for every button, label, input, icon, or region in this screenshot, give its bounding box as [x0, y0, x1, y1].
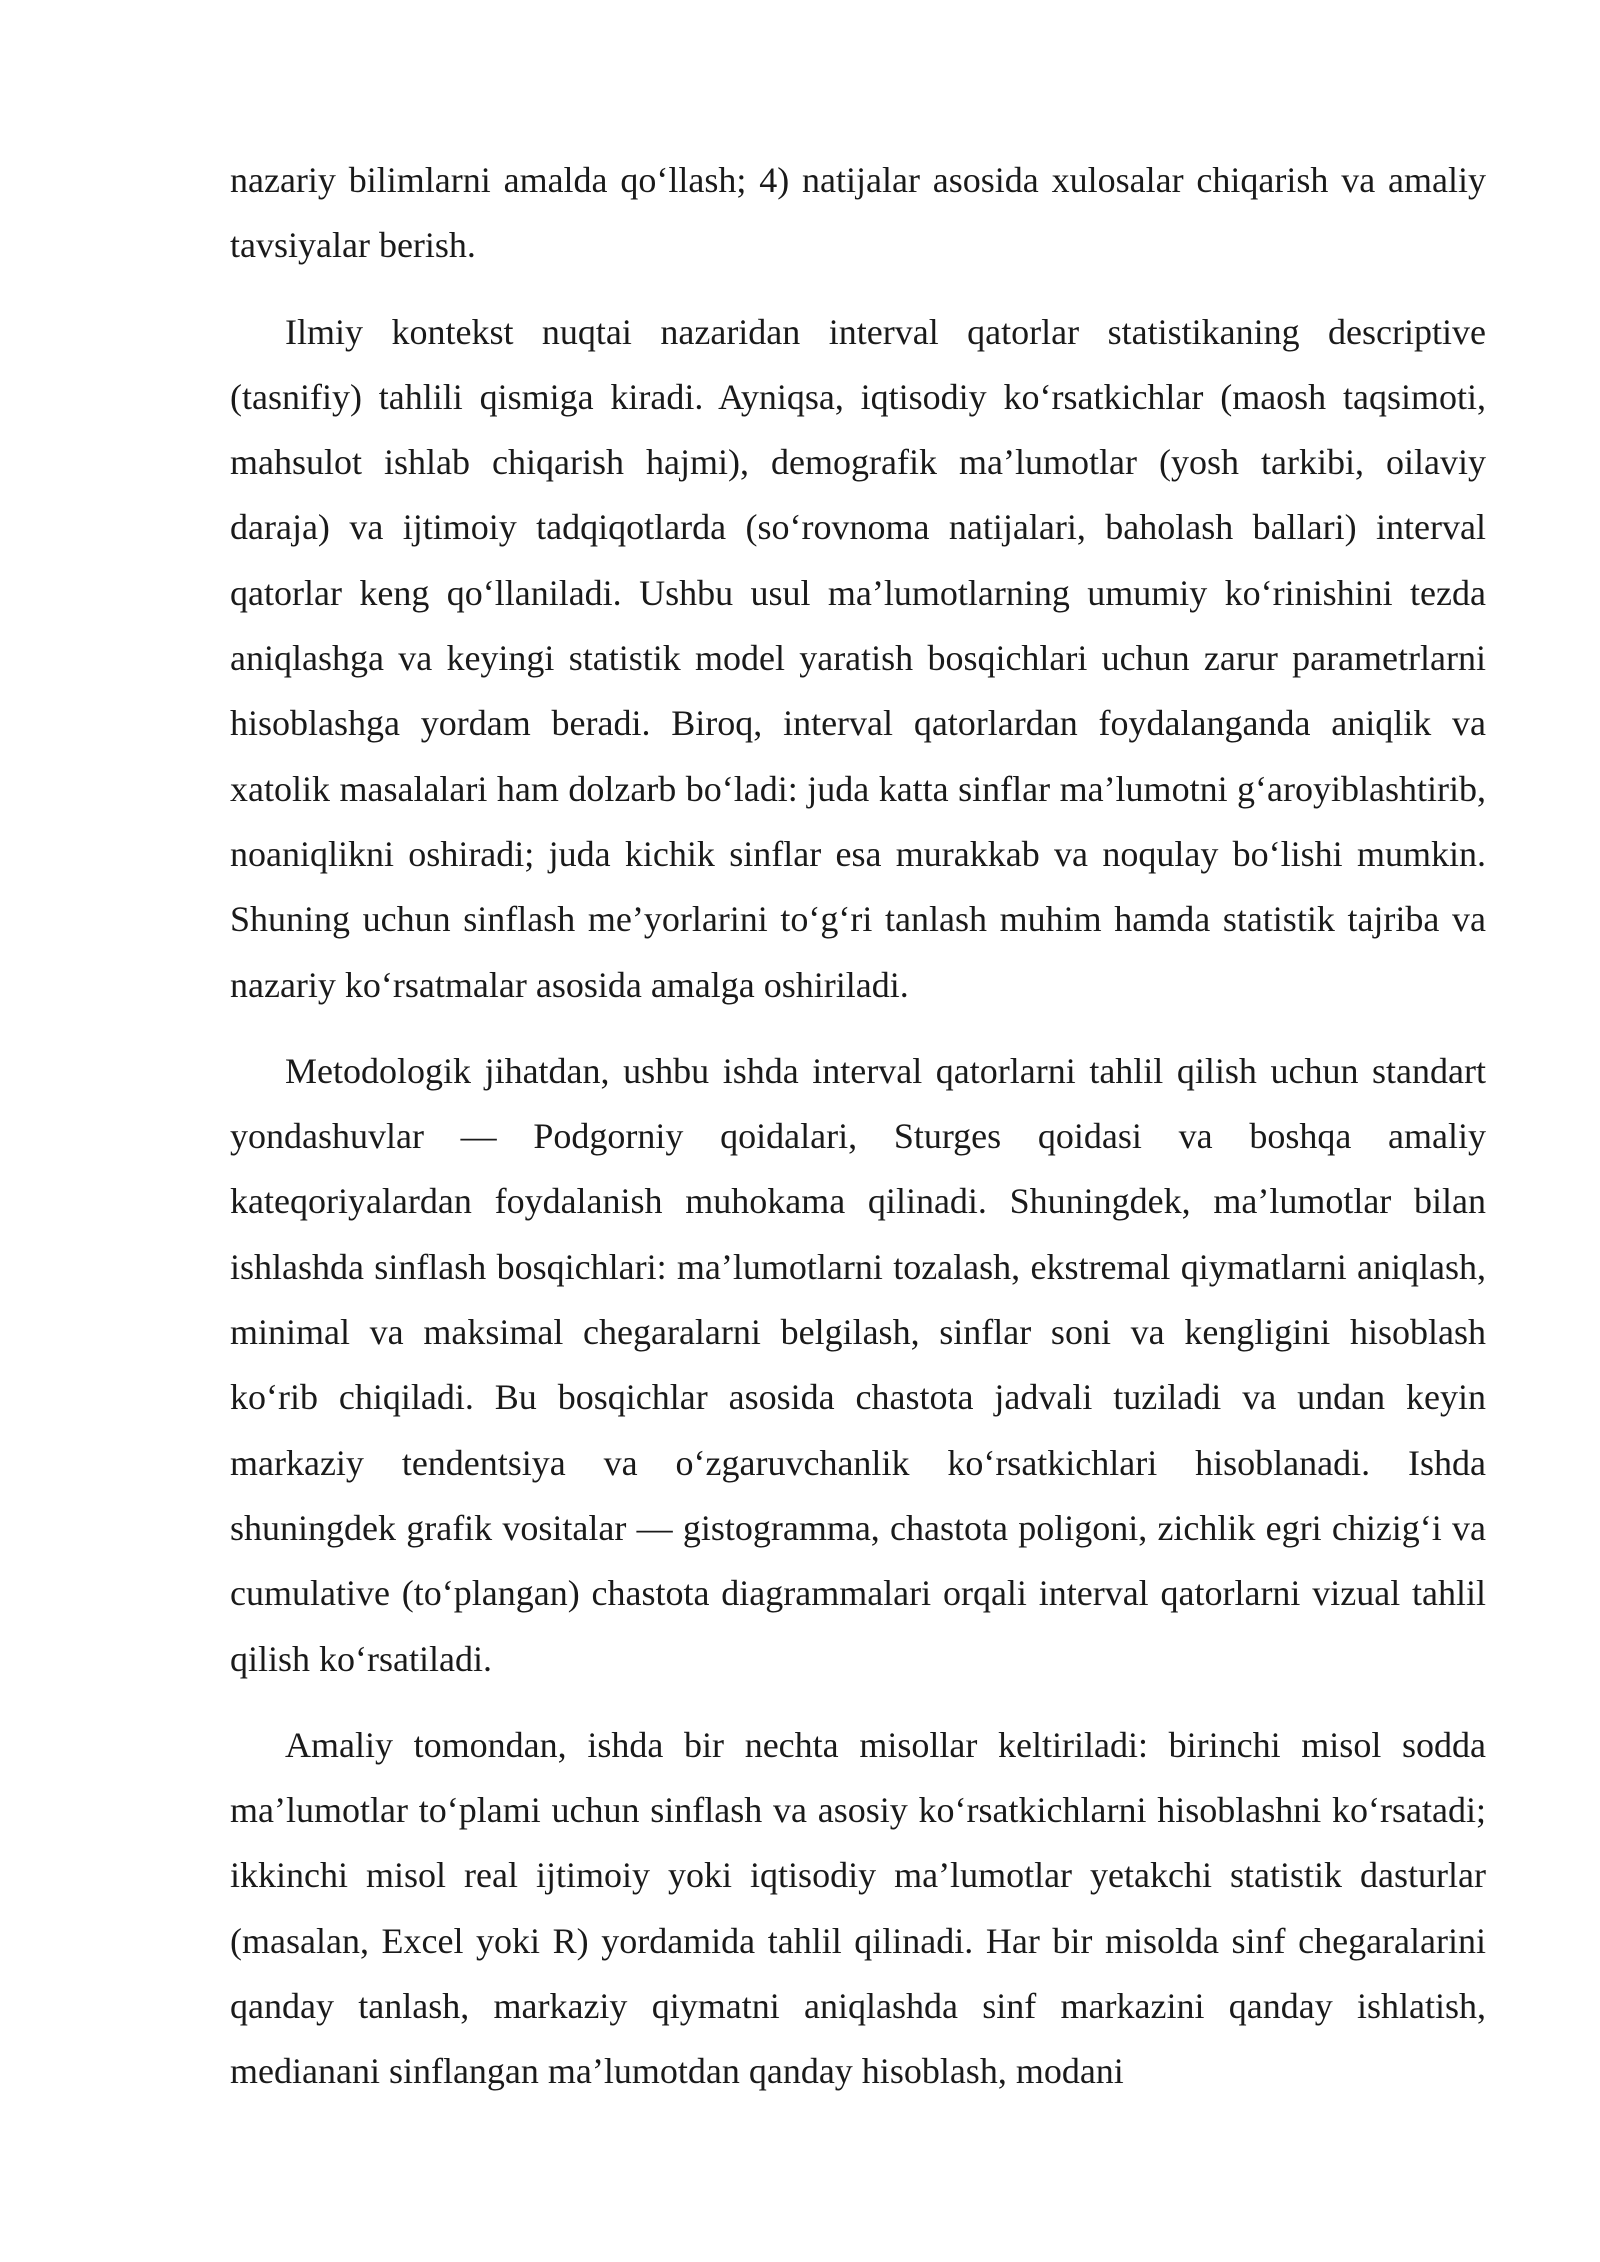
paragraph-scientific-context: Ilmiy kontekst nuqtai nazaridan interval qatorlar statistikaning descriptive (tasnifiy) tahlili qismiga kiradi. Ayniqsa, iqtisodiy ko‘rsatkichlar (maosh taqsimoti, mahsulot ishlab chiqarish hajmi), demografik ma’lumotlar (yosh tarkibi, oilaviy daraja) va ijtimoiy tadqiqotlarda (so‘rovnoma natijalari, baholash ballari) interval qatorlar keng qo‘llaniladi. Ushbu usul ma’lumotlarning umumiy ko‘rinishini tezda aniqlashga va keyingi statistik model yaratish bosqichlari uchun zarur parametrlarni hisoblashga yordam beradi. Biroq, interval qatorlardan foydalanganda aniqlik va xatolik masalalari ham dolzarb bo‘ladi: juda katta sinflar ma’lumotni g‘aroyiblashtirib, noaniqlikni oshiradi; juda kichik sinflar esa murakkab va noqulay bo‘lishi mumkin. Shuning uchun sinflash me’yorlarini to‘g‘ri tanlash muhim hamda statistik tajriba va nazariy ko‘rsatmalar asosida amalga oshiriladi.: [230, 311, 1486, 1005]
paragraph-methodology: Metodologik jihatdan, ushbu ishda interval qatorlarni tahlil qilish uchun standart yondashuvlar — Podgorniy qoidalari, Sturges qoidasi va boshqa amaliy kateqoriyalardan foydalanish muhokama qilinadi. Shuningdek, ma’lumotlar bilan ishlashda sinflash bosqichlari: ma’lumotlarni tozalash, ekstremal qiymatlarni aniqlash, minimal va maksimal chegaralarni belgilash, sinflar soni va kengligini hisoblash ko‘rib chiqiladi. Bu bosqichlar asosida chastota jadvali tuziladi va undan keyin markaziy tendentsiya va o‘zgaruvchanlik ko‘rsatkichlari hisoblanadi. Ishda shuningdek grafik vositalar — gistogramma, chastota poligoni, zichlik egri chizig‘i va cumulative (to‘plangan) chastota diagrammalari orqali interval qatorlarni vizual tahlil qilish ko‘rsatiladi.: [230, 1050, 1486, 1679]
document-page: [230, 148, 1486, 2105]
paragraph-practical: Amaliy tomondan, ishda bir nechta misollar keltiriladi: birinchi misol sodda ma’lumotlar to‘plami uchun sinflash va asosiy ko‘rsatkichlarni hisoblashni ko‘rsatadi; ikkinchi misol real ijtimoiy yoki iqtisodiy ma’lumotlar yetakchi statistik dasturlar (masalan, Excel yoki R) yordamida tahlil qilinadi. Har bir misolda sinf chegaralarini qanday tanlash, markaziy qiymatni aniqlashda sinf markazini qanday ishlatish, medianani sinflangan ma’lumotdan qanday hisoblash, modani: [230, 1724, 1486, 2092]
paragraph-continuation: nazariy bilimlarni amalda qo‘llash; 4) natijalar asosida xulosalar chiqarish va amaliy tavsiyalar berish.: [230, 160, 1486, 266]
